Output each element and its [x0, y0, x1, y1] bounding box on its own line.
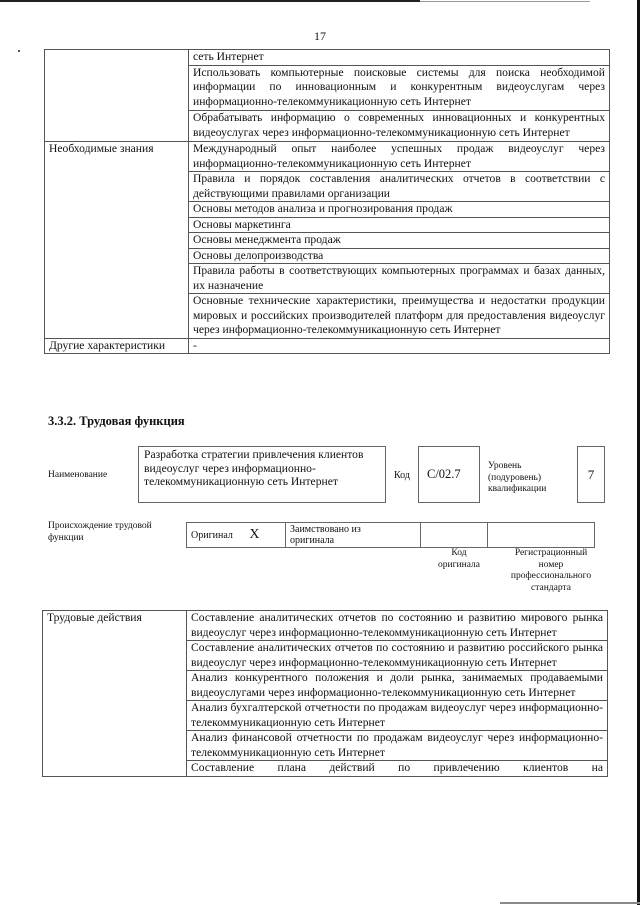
origin-label-line: Происхождение трудовой [48, 521, 152, 531]
knowledge-item: Основы делопроизводства [189, 248, 610, 264]
row-label-other: Другие характеристики [45, 338, 189, 354]
function-code-value: С/02.7 [427, 467, 461, 481]
function-name-box: Разработка стратегии привлечения клиентов видеоуслуг через информационно-телекоммуникационную сеть Интернет [138, 446, 386, 503]
scan-speck [18, 50, 20, 52]
row-label-skills [45, 50, 189, 142]
action-item: Анализ финансовой отчетности по продажам видеоуслуг через информационно-телекоммуникационную сеть Интернет [187, 731, 608, 761]
knowledge-item: Основы менеджмента продаж [189, 233, 610, 249]
action-item: Анализ конкурентного положения и доли рынка, занимаемых продаваемыми видеоуслугами через информационно-телекоммуникационную сеть Интернет [187, 671, 608, 701]
knowledge-item: Международный опыт наиболее успешных продаж видеоуслуг через информационно-телекоммуникационную сеть Интернет [189, 142, 610, 172]
caption-line: номер [538, 559, 564, 570]
origin-table [186, 522, 595, 548]
row-label-actions: Трудовые действия [43, 611, 187, 777]
origin-label-line: функции [48, 532, 84, 543]
action-item: Анализ бухгалтерской отчетности по продажам видеоуслуг через информационно-телекоммуникационную сеть Интернет [187, 701, 608, 731]
function-code-box [418, 446, 480, 503]
original-mark: X [249, 527, 260, 542]
code-label: Код [394, 470, 410, 481]
registration-number-cell [488, 523, 595, 548]
scan-edge-top [0, 0, 420, 2]
knowledge-item: Правила работы в соответствующих компьютерных программах и базах данных, их назначение [189, 264, 610, 294]
skill-item: Обрабатывать информацию о современных инновационных и конкурентных видеоуслугах через информационно-телекоммуникационную сеть Интернет [189, 111, 610, 142]
table-row [45, 50, 610, 66]
caption-line: Код [451, 548, 467, 558]
caption-line: стандарта [531, 582, 571, 593]
table-row [45, 142, 610, 172]
knowledge-item: Основы маркетинга [189, 217, 610, 233]
skills-knowledge-table [44, 49, 610, 354]
action-item: Составление плана действий по привлечению клиентов на [187, 761, 608, 777]
level-label-line: квалификации [488, 484, 547, 494]
skill-item: сеть Интернет [189, 50, 610, 66]
name-label: Наименование [48, 470, 108, 480]
qualification-level-box [577, 446, 605, 503]
borrowed-label-line: Заимствовано из [290, 524, 361, 535]
original-label: Оригинал [191, 530, 233, 541]
original-code-cell [421, 523, 488, 548]
caption-line: Регистрационный [514, 548, 588, 558]
knowledge-item: Правила и порядок составления аналитических отчетов в соответствии с действующими правилами организации [189, 172, 610, 202]
skill-item: Использовать компьютерные поисковые системы для поиска необходимой информации по инновационным и конкурентным видеоуслугам через информационно-телекоммуникационную сеть Интернет [189, 65, 610, 111]
scan-edge-top-light [420, 1, 590, 2]
caption-line: профессионального [510, 571, 592, 581]
knowledge-item: Основные технические характеристики, преимущества и недостатки продукции мировых и российских производителей платформ для предоставления видеоуслуг через информационно-телекоммуникационную сеть Интернет [189, 294, 610, 339]
origin-label [48, 521, 152, 544]
original-code-caption [424, 548, 494, 571]
borrowed-label-line: оригинала [290, 535, 335, 546]
scan-edge-bottom [500, 902, 640, 904]
table-row [187, 523, 595, 548]
section-title: 3.3.2. Трудовая функция [48, 414, 185, 428]
qualification-level-value: 7 [587, 466, 595, 482]
other-item: - [189, 338, 610, 354]
action-item: Составление аналитических отчетов по состоянию и развитию российского рынка видеоуслуг через информационно-телекоммуникационную сеть Интернет [187, 641, 608, 671]
level-label-line: Уровень [488, 461, 522, 471]
registration-number-caption [498, 548, 604, 594]
qualification-level-label [488, 461, 546, 496]
knowledge-item: Основы методов анализа и прогнозирования продаж [189, 202, 610, 218]
borrowed-cell [286, 523, 421, 548]
labor-actions-table [42, 610, 608, 777]
table-row [45, 338, 610, 354]
original-cell [187, 523, 286, 548]
level-label-line: (подуровень) [488, 472, 542, 483]
row-label-knowledge: Необходимые знания [45, 142, 189, 339]
caption-line: оригинала [438, 559, 480, 570]
action-item: Составление аналитических отчетов по состоянию и развитию мирового рынка видеоуслуг через информационно-телекоммуникационную сеть Интернет [187, 611, 608, 641]
page-number: 17 [314, 29, 326, 43]
table-row [43, 611, 608, 641]
